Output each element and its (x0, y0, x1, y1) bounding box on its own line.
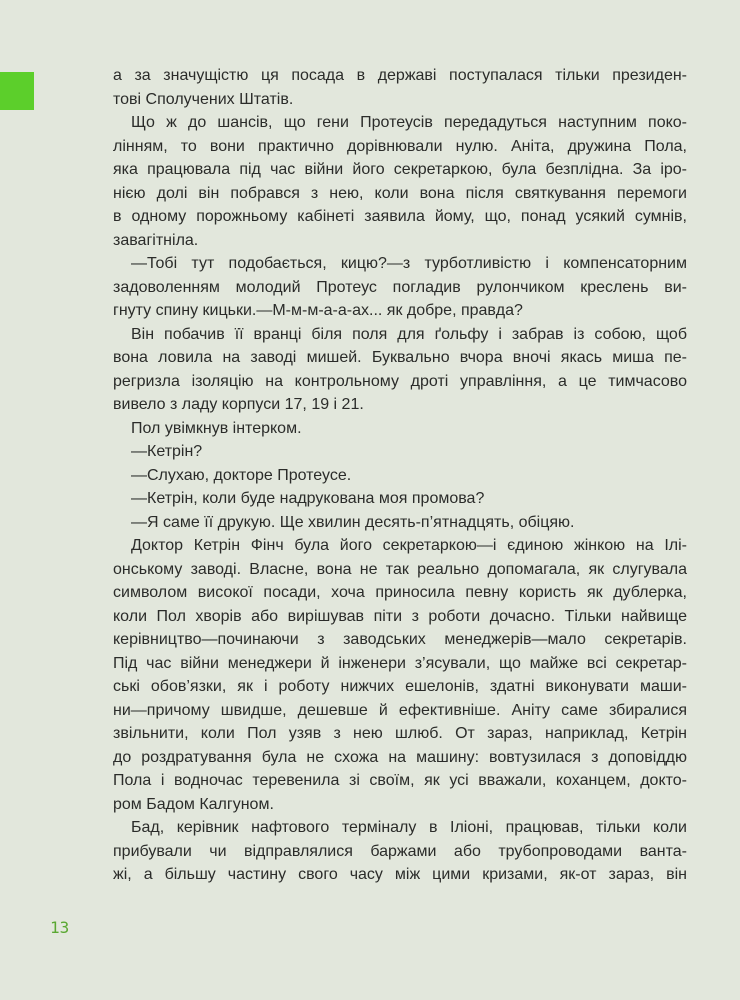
dialogue-line: —Кетрін, коли буде надрукована моя промова? (131, 490, 485, 507)
text-line: ни—причому швидше, дешевше й ефективніше. Аніту саме збиралися (113, 701, 687, 719)
dialogue-line: —Я саме її друкую. Ще хвилин десять-п’ятнадцять, обіцяю. (131, 513, 575, 531)
chapter-marker (0, 72, 34, 110)
text-line: коли Пол хворів або вирішував піти з роботи дочасно. Тільки найвище (113, 607, 687, 625)
text-line: звільнити, коли Пол узяв з нею шлюб. От зараз, наприклад, Кетрін (113, 725, 687, 742)
text-line: в одному порожньому кабінеті заявила йому, що, понад усякий сумнів, (113, 208, 687, 225)
text-line: жі, а більшу частину свого часу між цими кризами, як-от зараз, він (113, 866, 687, 883)
text-line: тові Сполучених Штатів. (113, 90, 294, 108)
dialogue-line: —Кетрін? (131, 443, 203, 460)
text-line: Пол увімкнув інтерком. (131, 419, 302, 437)
text-line: Він побачив її вранці біля поля для ґольфу і забрав із собою, щоб (131, 325, 687, 343)
page-number: 13 (50, 918, 70, 937)
text-line: онському заводі. Власне, вона не так реально допомагала, як слугувала (113, 560, 687, 578)
text-line: Під час війни менеджери й інженери з’ясували, що майже всі секретар- (113, 654, 687, 672)
body-text (113, 64, 687, 887)
dialogue-line: —Слухаю, докторе Протеусе. (131, 466, 352, 484)
text-line: прибували чи відправлялися баржами або трубопроводами ванта- (113, 842, 687, 860)
text-line: Що ж до шансів, що гени Протеусів передадуться наступним поко- (131, 114, 687, 131)
text-line: завагітніла. (113, 231, 199, 249)
text-line: вивело з ладу корпуси 17, 19 і 21. (113, 396, 364, 413)
text-line: лінням, то вони практично дорівнювали нулю. Аніта, дружина Пола, (113, 137, 687, 155)
text-line: —Тобі тут подобається, кицю?—з турботливістю і компенсаторним (131, 255, 687, 272)
text-line: символом високої посади, хоча приносила певну користь як дублерка, (113, 584, 687, 601)
text-line: до роздратування була не схожа на машину: вовтузилася з доповіддю (113, 748, 687, 766)
text-line: нією долі він побрався з нею, коли вона після святкування перемоги (113, 184, 687, 202)
text-line: Бад, керівник нафтового терміналу в Іліоні, працював, тільки коли (131, 819, 687, 836)
text-line: Пола і водночас теревенила зі своїм, як усі вважали, коханцем, докто- (113, 772, 687, 789)
text-line: яка працювала під час війни його секретаркою, була безплідна. За іро- (113, 161, 687, 178)
text-line: ські обов’язки, як і роботу нижчих ешелонів, здатні виконувати маши- (113, 678, 687, 695)
text-line: ром Бадом Калгуном. (113, 795, 274, 813)
text-line: гнуту спину кицьки.—М-м-м-а-а-ах... як добре, правда? (113, 302, 523, 319)
text-line: задоволенням молодий Протеус погладив рулончиком креслень ви- (113, 278, 687, 296)
text-line: керівництво—починаючи з заводських менеджерів—мало секретарів. (113, 631, 687, 648)
text-line: вона ловила на заводі мишей. Буквально вчора вночі якась миша пе- (113, 349, 687, 366)
text-line: Доктор Кетрін Фінч була його секретаркою—і єдиною жінкою на Ілі- (131, 537, 687, 554)
text-line: а за значущістю ця посада в державі поступалася тільки президен- (113, 67, 687, 84)
text-line: регризла ізоляцію на контрольному дроті управління, а це тимчасово (113, 372, 687, 390)
